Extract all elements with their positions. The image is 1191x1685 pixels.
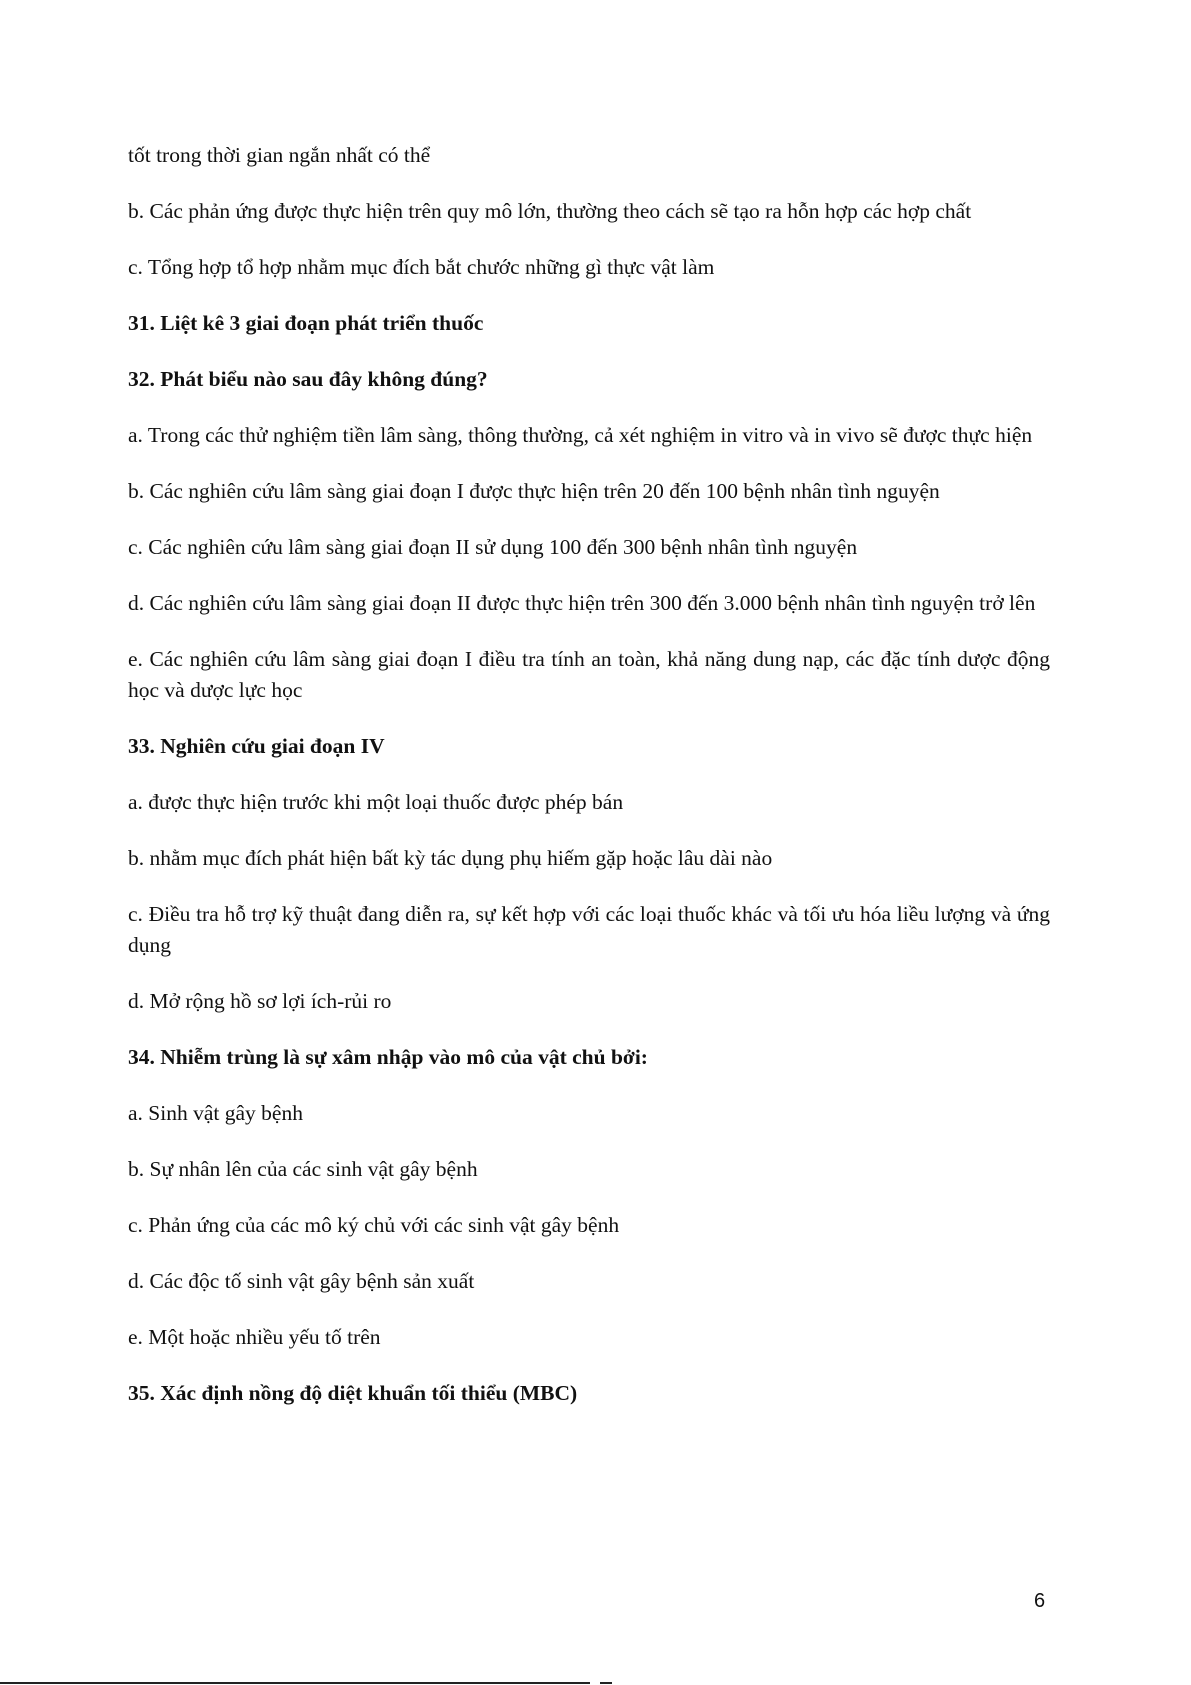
paragraph: b. Sự nhân lên của các sinh vật gây bệnh: [128, 1157, 478, 1181]
paragraph: d. Các nghiên cứu lâm sàng giai đoạn II được thực hiện trên 300 đến 3.000 bệnh nhân tình nguyện trở lên: [128, 591, 1036, 615]
paragraph: a. Trong các thử nghiệm tiền lâm sàng, thông thường, cả xét nghiệm in vitro và in vivo sẽ được thực hiện: [128, 423, 1033, 447]
paragraph: c. Các nghiên cứu lâm sàng giai đoạn II sử dụng 100 đến 300 bệnh nhân tình nguyện: [128, 535, 858, 559]
paragraph: a. Sinh vật gây bệnh: [128, 1101, 303, 1125]
question-heading: 33. Nghiên cứu giai đoạn IV: [128, 734, 385, 758]
paragraph: b. Các phản ứng được thực hiện trên quy mô lớn, thường theo cách sẽ tạo ra hỗn hợp các hợp chất: [128, 199, 972, 223]
question-heading: 34. Nhiễm trùng là sự xâm nhập vào mô của vật chủ bởi:: [128, 1045, 648, 1069]
paragraph: d. Mở rộng hồ sơ lợi ích-rủi ro: [128, 989, 392, 1013]
question-heading: 32. Phát biểu nào sau đây không đúng?: [128, 367, 488, 391]
paragraph: b. Các nghiên cứu lâm sàng giai đoạn I được thực hiện trên 20 đến 100 bệnh nhân tình nguyện: [128, 479, 940, 503]
footer-divider-segment: [600, 1682, 612, 1684]
paragraph: c. Điều tra hỗ trợ kỹ thuật đang diễn ra, sự kết hợp với các loại thuốc khác và tối ưu hóa liều lượng và ứng dụng: [128, 902, 1050, 957]
paragraph: c. Phản ứng của các mô ký chủ với các sinh vật gây bệnh: [128, 1213, 620, 1237]
paragraph: d. Các độc tố sinh vật gây bệnh sản xuất: [128, 1269, 475, 1293]
paragraph: e. Các nghiên cứu lâm sàng giai đoạn I điều tra tính an toàn, khả năng dung nạp, các đặc tính dược động học và dược lực học: [128, 647, 1050, 702]
paragraph: a. được thực hiện trước khi một loại thuốc được phép bán: [128, 790, 624, 814]
paragraph: tốt trong thời gian ngắn nhất có thể: [128, 143, 431, 167]
page-number: 6: [1034, 1590, 1046, 1612]
question-heading: 31. Liệt kê 3 giai đoạn phát triển thuốc: [128, 311, 484, 335]
paragraph: c. Tổng hợp tổ hợp nhằm mục đích bắt chước những gì thực vật làm: [128, 255, 715, 279]
document-body: [128, 140, 1050, 1434]
paragraph: b. nhằm mục đích phát hiện bất kỳ tác dụng phụ hiếm gặp hoặc lâu dài nào: [128, 846, 773, 870]
footer-divider: [0, 1682, 590, 1684]
paragraph: e. Một hoặc nhiều yếu tố trên: [128, 1325, 381, 1349]
question-heading: 35. Xác định nồng độ diệt khuẩn tối thiểu (MBC): [128, 1381, 578, 1405]
